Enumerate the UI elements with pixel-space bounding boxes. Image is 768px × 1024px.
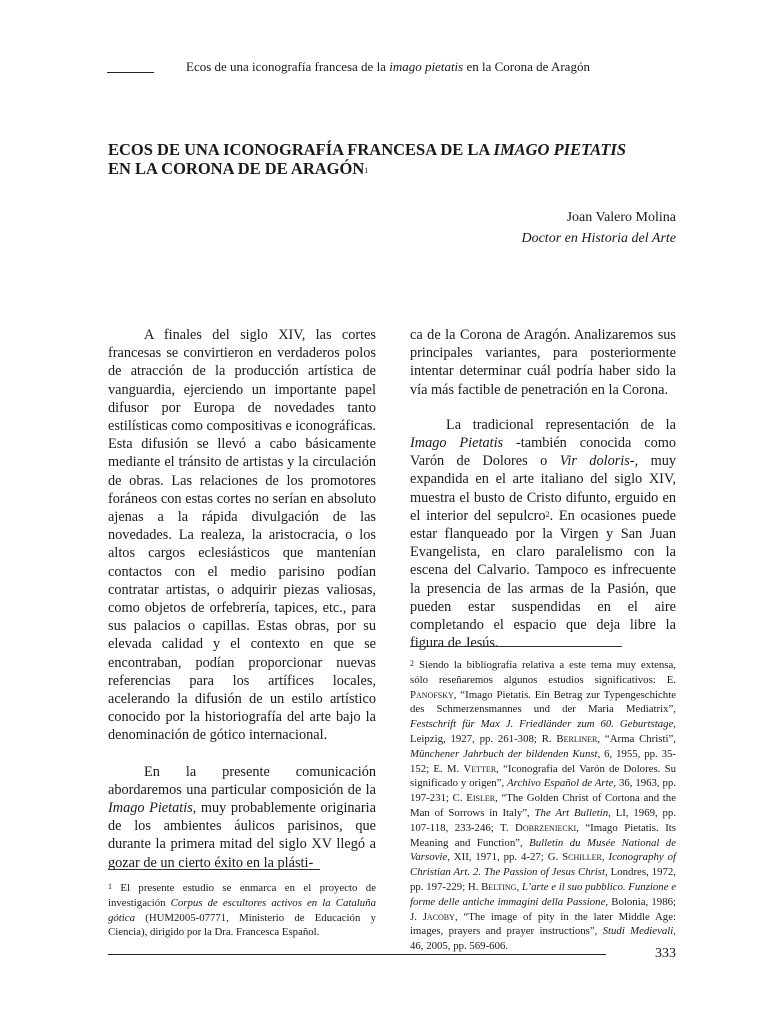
author-affiliation: Doctor en Historia del Arte	[521, 231, 676, 246]
paragraph	[410, 416, 676, 653]
footnote-italic: Münchener Jahrbuch der bildenden Kunst	[410, 747, 598, 760]
footnote-text: , 36, 1963, pp. 197-231; C.	[410, 777, 676, 805]
author-smallcaps: Dobrzeniecki	[515, 821, 577, 834]
body-column-right	[410, 326, 676, 652]
article-title	[108, 140, 698, 178]
footnote-text: , “Imago Pietatis. Its Meaning and Function”,	[410, 821, 676, 849]
title-line2: EN LA CORONA DE DE ARAGÓN	[108, 159, 365, 178]
footer-rule	[108, 954, 606, 955]
footnote-2	[410, 658, 676, 954]
paragraph: ca de la Corona de Aragón. Analizaremos sus principales variantes, para posteriormente intentar determinar cuál podría haber sido la vía más factible de penetración en la Corona.	[410, 327, 676, 398]
paragraph: A finales del siglo XIV, las cortes francesas se convirtieron en verdaderos polos de atracción de la producción artística de vanguardia, ejerciendo un importante papel difusor por Europa de novedades tanto estilísticas como compositivas e iconográficas. Esta difusión se llevó a cabo básicamente mediante el tránsito de artistas y la circulación de obras. Las relaciones de los promotores foráneos con estas cortes no serían en absoluto ajenas a la rápida divulgación de las novedades. La realeza, la aristocracia, o los altos cargos eclesiásticos que mantenían contactos con el medio parisino podían contratar artistas, o adquirir piezas valiosas, como objetos de orfebrería, tapices, etc., para sus palacios o capillas. Estas obras, por su elevada calidad y el contexto en que se encontraban, podían proporcionar nuevas referencias para los artífices locales, acelerando la difusión de un estilo artístico conocido por la historiografía del arte bajo la denominación de gótico internacional.	[108, 327, 376, 744]
author-smallcaps: Berliner	[556, 732, 598, 745]
author-smallcaps: Vetter	[463, 762, 497, 775]
footnote-italic: Iconography of Christian Art. 2. The Passion of Jesus Christ	[410, 851, 676, 879]
footnote-italic: The Art Bulletin	[534, 806, 609, 819]
footnote-1	[108, 881, 376, 940]
title-footnote-mark: 1	[364, 166, 369, 175]
running-head-text: Ecos de una iconografía francesa de la	[186, 59, 390, 74]
paragraph	[108, 763, 376, 872]
paragraph-text: -, muy expandida en el arte italiano del siglo XIV, muestra el busto de Cristo difunto, erguido en el interior del sepulcro	[410, 453, 676, 524]
footnote-italic: Archivo Español de Arte	[507, 777, 614, 790]
footnote-text: , “Arma Christi”,	[597, 732, 676, 745]
footnote-text: , Leipzig, 1927, pp. 261-308; R.	[410, 718, 676, 745]
footnote-number: 1	[108, 882, 112, 891]
page-number: 333	[655, 946, 676, 961]
running-head	[186, 58, 686, 76]
paragraph-italic: Vir doloris	[559, 453, 630, 470]
footnote-text: , “Iconografía del Varón de Dolores. Su significado y origen”,	[410, 762, 677, 790]
footnote-mark: 2	[545, 509, 550, 519]
footnote-text: , “The Golden Christ of Cortona and the Man of Sorrows in Italy”,	[410, 792, 676, 819]
footnote-text: , Londres, 1972, pp. 197-229; H.	[410, 866, 676, 893]
footnote-italic: Bulletin du Musée National de Varsovie	[410, 836, 676, 864]
author-block	[521, 207, 676, 249]
footnote-text: , 6, 1955, pp. 35-152; E. M.	[410, 747, 676, 775]
author-smallcaps: Eisler	[466, 792, 496, 805]
title-line1: ECOS DE UNA ICONOGRAFÍA FRANCESA DE LA	[108, 140, 494, 159]
author-smallcaps: Schiller	[562, 851, 602, 864]
footnote-italic: Studi Medievali	[602, 925, 674, 938]
footnote-text: El presente estudio se enmarca en el proyecto de investigación	[108, 882, 376, 909]
footnote-text: , Bolonia, 1986; J.	[410, 895, 676, 923]
footnote-text: , 46, 2005, pp. 569-606.	[410, 925, 676, 953]
paragraph-text: -también conocida como Varón de Dolores o	[410, 435, 676, 470]
footnote-text: ,	[516, 880, 522, 893]
footnote-text: , “Imago Pietatis. Ein Betrag zur Typengeschichte des Schmerzensmannes und der Maria Mediatrix”,	[410, 688, 676, 716]
footnote-text: ,	[601, 851, 609, 864]
title-italic: IMAGO PIETATIS	[493, 140, 627, 159]
running-head-text-end: en la Corona de Aragón	[463, 59, 590, 74]
running-head-italic: imago pietatis	[389, 59, 464, 74]
author-smallcaps: Belting	[481, 880, 517, 893]
footnote-rule	[108, 869, 320, 870]
paragraph-text: . En ocasiones puede estar flanqueado por la Virgen y San Juan Evangelista, en claro paralelismo con la escena del Calvario. Tampoco es infrecuente la presencia de las armas de la Pasión, que pueden estar suspendidas en el aire completando el espacio que deja libre la figura de Jesús.	[410, 507, 676, 652]
paragraph-text: , muy probablemente originaria de los ambientes áulicos parisinos, que durante la primera mitad del siglo XV llegó a gozar de un cierto éxito en la plásti-	[108, 800, 376, 871]
footnote-number: 2	[410, 659, 414, 668]
footnote-italic: Festschrift für Max J. Friedländer zum 60. Geburtstage	[410, 718, 674, 731]
footnote-text: , XII, 1971, pp. 4-27; G.	[447, 851, 563, 864]
paragraph-text: En la presente comunicación abordaremos una particular composición de la	[108, 763, 376, 798]
footnote-rule	[410, 646, 622, 647]
footnote-italic: L’arte e il suo pubblico. Funzione e forme delle antiche immagini della Passione	[410, 880, 676, 908]
header-rule	[107, 72, 154, 73]
footnote-italic: Corpus de escultores activos en la Cataluña gótica	[108, 896, 376, 924]
paragraph-italic: Imago Pietatis	[108, 800, 193, 817]
footnote-text: , LI, 1969, pp. 107-118, 233-246; T.	[410, 806, 676, 834]
paragraph-text: La tradicional representación de la	[446, 416, 676, 433]
footnote-text: Siendo la bibliografía relativa a este tema muy extensa, sólo reseñaremos algunos estudios significativos: E.	[410, 659, 676, 686]
footnote-text: , “The image of pity in the later Middle Age: images, prayers and prayer instructions”,	[410, 910, 676, 938]
paragraph-italic: Imago Pietatis	[410, 435, 504, 452]
footnote-text: (HUM2005-07771, Ministerio de Educación y Ciencia), dirigido por la Dra. Francesca Español.	[108, 911, 376, 939]
author-smallcaps: Jacoby	[422, 910, 455, 923]
author-name: Joan Valero Molina	[566, 210, 676, 225]
author-smallcaps: Panofsky	[410, 688, 454, 701]
body-column-left	[108, 326, 376, 872]
